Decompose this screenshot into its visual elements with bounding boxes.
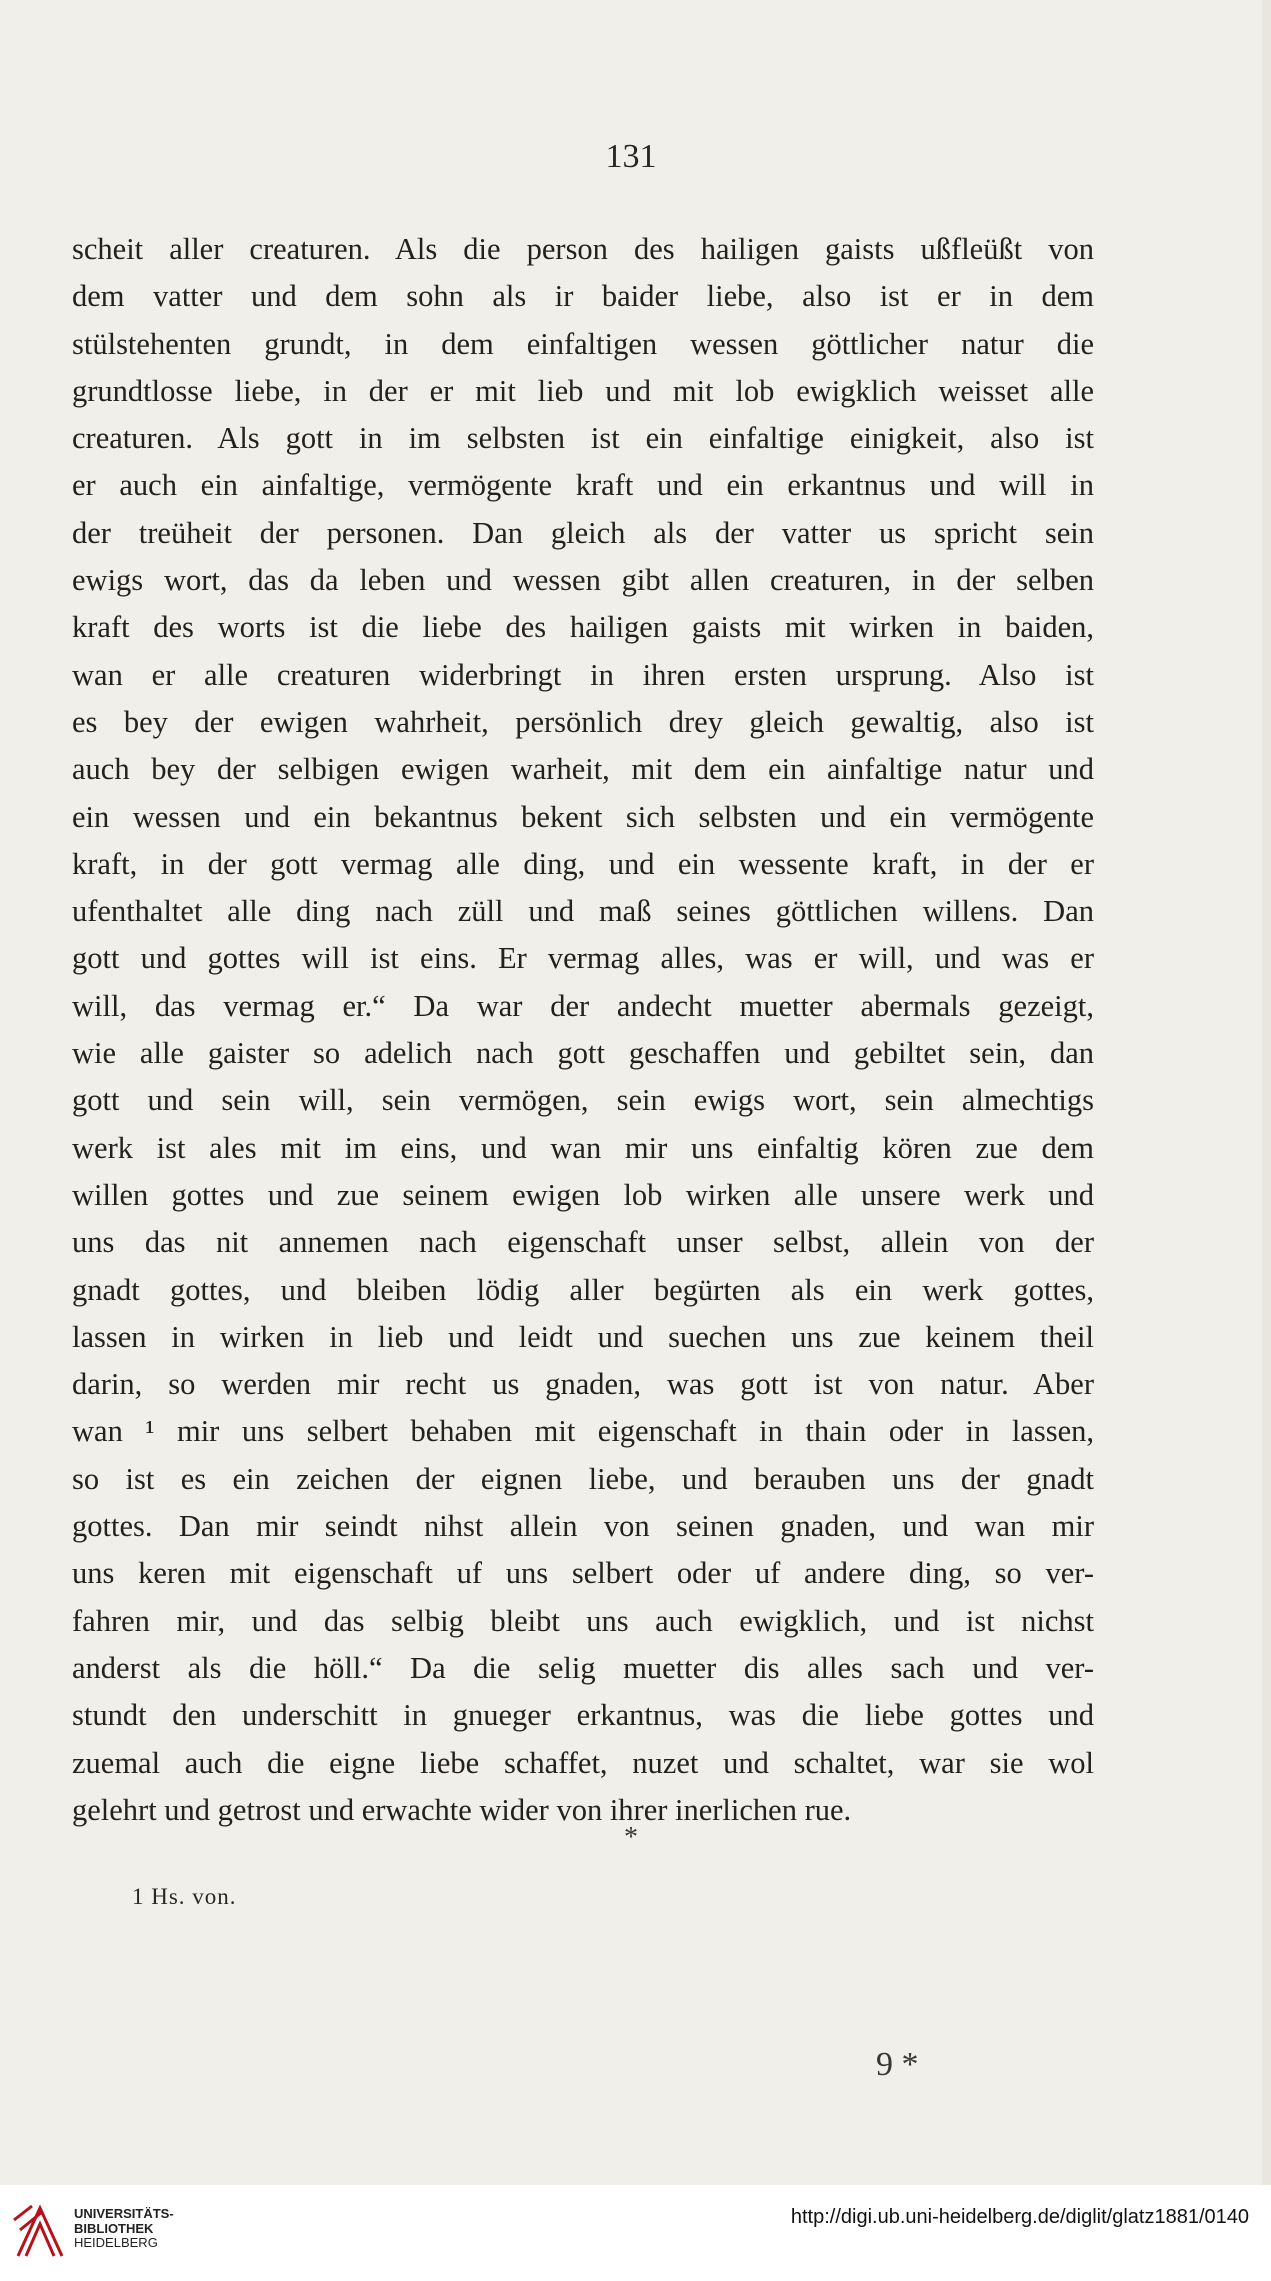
text-line: gottes. Dan mir seindt nihst allein von seinen gnaden, und wan mir xyxy=(72,1509,1094,1544)
text-line: wan er alle creaturen widerbringt in ihren ersten ursprung. Also ist xyxy=(72,657,1094,692)
signature-mark: 9 * xyxy=(876,2046,919,2083)
text-line: wie alle gaister so adelich nach gott geschaffen und gebiltet sein, dan xyxy=(72,1036,1094,1071)
text-line: stülstehenten grundt, in dem einfaltigen wessen göttlicher natur die xyxy=(72,326,1094,361)
text-line: willen gottes und zue seinem ewigen lob wirken alle unsere werk und xyxy=(72,1177,1094,1212)
text-line: gott und gottes will ist eins. Er vermag alles, was er will, und was er xyxy=(72,941,1094,976)
text-line: so ist es ein zeichen der eignen liebe, und berauben uns der gnadt xyxy=(72,1461,1094,1496)
text-line: anderst als die höll.“ Da die selig muetter dis alles sach und ver- xyxy=(72,1650,1094,1685)
body-text xyxy=(72,226,1094,1834)
text-line: ufenthaltet alle ding nach züll und maß seines göttlichen willens. Dan xyxy=(72,894,1094,929)
page-number: 131 xyxy=(605,138,657,175)
text-line: auch bey der selbigen ewigen warheit, mit dem ein ainfaltige natur und xyxy=(72,752,1094,787)
text-line: kraft, in der gott vermag alle ding, und ein wessente kraft, in der er xyxy=(72,846,1094,881)
text-line: uns keren mit eigenschaft uf uns selbert oder uf andere ding, so ver- xyxy=(72,1556,1094,1591)
page-edge xyxy=(1262,0,1271,2185)
text-line: uns das nit annemen nach eigenschaft unser selbst, allein von der xyxy=(72,1225,1094,1260)
library-name-line2: BIBLIOTHEK xyxy=(74,2220,154,2236)
library-name-line3: HEIDELBERG xyxy=(74,2235,158,2250)
text-line: der treüheit der personen. Dan gleich als der vatter us spricht sein xyxy=(72,515,1094,550)
text-line: zuemal auch die eigne liebe schaffet, nuzet und schaltet, war sie wol xyxy=(72,1745,1094,1780)
text-line: darin, so werden mir recht us gnaden, was gott ist von natur. Aber xyxy=(72,1367,1094,1402)
text-line: lassen in wirken in lieb und leidt und suechen uns zue keinem theil xyxy=(72,1319,1094,1354)
text-line: er auch ein ainfaltige, vermögente kraft und ein erkantnus und will in xyxy=(72,468,1094,503)
text-line: werk ist ales mit im eins, und wan mir uns einfaltig kören zue dem xyxy=(72,1130,1094,1165)
text-line: stundt den underschitt in gnueger erkantnus, was die liebe gottes und xyxy=(72,1698,1094,1733)
text-line: es bey der ewigen wahrheit, persönlich drey gleich gewaltig, also ist xyxy=(72,704,1094,739)
text-line: kraft des worts ist die liebe des hailigen gaists mit wirken in baiden, xyxy=(72,610,1094,645)
library-name-line1: UNIVERSITÄTS- xyxy=(74,2206,174,2221)
text-line: gelehrt und getrost und erwachte wider von ihrer inerlichen rue. xyxy=(72,1792,852,1827)
footnote: 1 Hs. von. xyxy=(132,1884,237,1909)
library-name xyxy=(74,2207,174,2251)
source-url-link[interactable]: http://digi.ub.uni-heidelberg.de/diglit/glatz1881/0140 xyxy=(790,2206,1249,2228)
section-separator: * xyxy=(624,1822,638,1853)
text-line: fahren mir, und das selbig bleibt uns auch ewigklich, und ist nichst xyxy=(72,1603,1094,1638)
text-line: creaturen. Als gott in im selbsten ist ein einfaltige einigkeit, also ist xyxy=(72,421,1094,456)
text-line: ewigs wort, das da leben und wessen gibt allen creaturen, in der selben xyxy=(72,563,1094,598)
library-logo-icon[interactable] xyxy=(12,2200,68,2262)
text-line: ein wessen und ein bekantnus bekent sich selbsten und ein vermögente xyxy=(72,799,1094,834)
text-line: wan ¹ mir uns selbert behaben mit eigenschaft in thain oder in lassen, xyxy=(72,1414,1094,1449)
text-line: gott und sein will, sein vermögen, sein ewigs wort, sein almechtigs xyxy=(72,1083,1094,1118)
text-line: scheit aller creaturen. Als die person des hailigen gaists ußfleüßt von xyxy=(72,232,1094,266)
footer-bar xyxy=(0,2185,1271,2281)
text-line: gnadt gottes, und bleiben lödig aller begürten als ein werk gottes, xyxy=(72,1272,1094,1307)
text-line: grundtlosse liebe, in der er mit lieb und mit lob ewigklich weisset alle xyxy=(72,373,1094,408)
text-line: will, das vermag er.“ Da war der andecht muetter abermals gezeigt, xyxy=(72,988,1094,1023)
text-line: dem vatter und dem sohn als ir baider liebe, also ist er in dem xyxy=(72,279,1094,314)
